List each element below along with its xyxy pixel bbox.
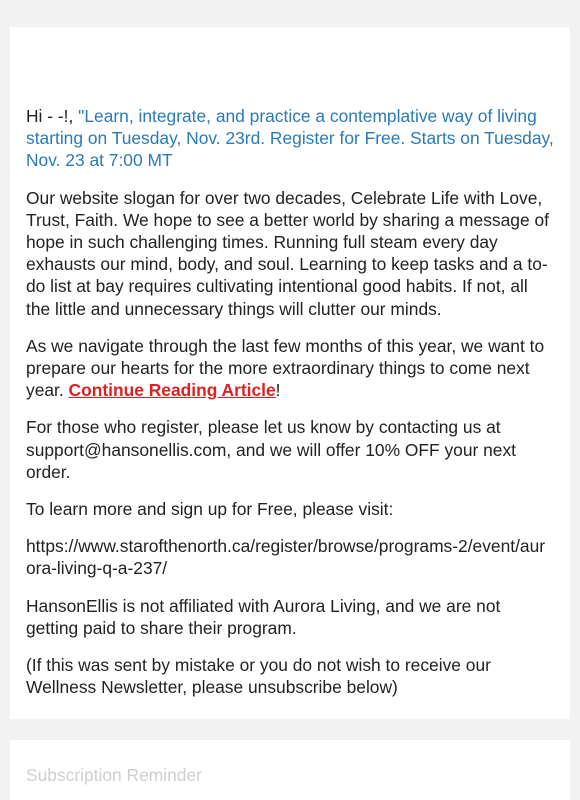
intro-quote-text: "Learn, integrate, and practice a contemplative way of living starting on Tuesday, Nov. 23rd. Register for Free. Starts on Tuesday, Nov. 23 at 7:00 MT	[26, 106, 554, 171]
affiliation-paragraph: HansonEllis is not affiliated with Aurora Living, and we are not getting paid to share their program.	[26, 595, 501, 638]
slogan-paragraph: Our website slogan for over two decades, Celebrate Life with Love, Trust, Faith. We hope to see a better world by sharing a message of hope in such challenging times. Running full steam every day exhausts our mind, body, and soul. Learning to keep tasks and a to-do list at bay requires cultivating intentional good habits. If not, all the little and unnecessary things will clutter our minds.	[26, 187, 549, 319]
email-content-card	[10, 27, 570, 719]
register-paragraph: For those who register, please let us know by contacting us at support@hansonellis.com, and we will offer 10% OFF your next order.	[26, 417, 517, 482]
continue-reading-link[interactable]: Continue Reading Article	[68, 380, 276, 401]
greeting-text: Hi - -!,	[26, 106, 79, 126]
intro-paragraph	[26, 105, 554, 172]
learn-more-paragraph: To learn more and sign up for Free, please visit:	[26, 499, 394, 520]
subscription-reminder-title: Subscription Reminder	[26, 765, 202, 785]
unsubscribe-note-paragraph: (If this was sent by mistake or you do not wish to receive our Wellness Newsletter, please unsubscribe below)	[26, 655, 491, 698]
navigate-text: As we navigate through the last few months of this year, we want to prepare our hearts for the more extraordinary things to come next year.	[26, 335, 545, 401]
continue-suffix: !	[275, 380, 281, 401]
program-url-text: https://www.starofthenorth.ca/register/browse/programs-2/event/aurora-living-q-a-237/	[26, 536, 546, 579]
subscription-reminder-card	[10, 740, 570, 800]
navigate-paragraph	[26, 335, 554, 402]
